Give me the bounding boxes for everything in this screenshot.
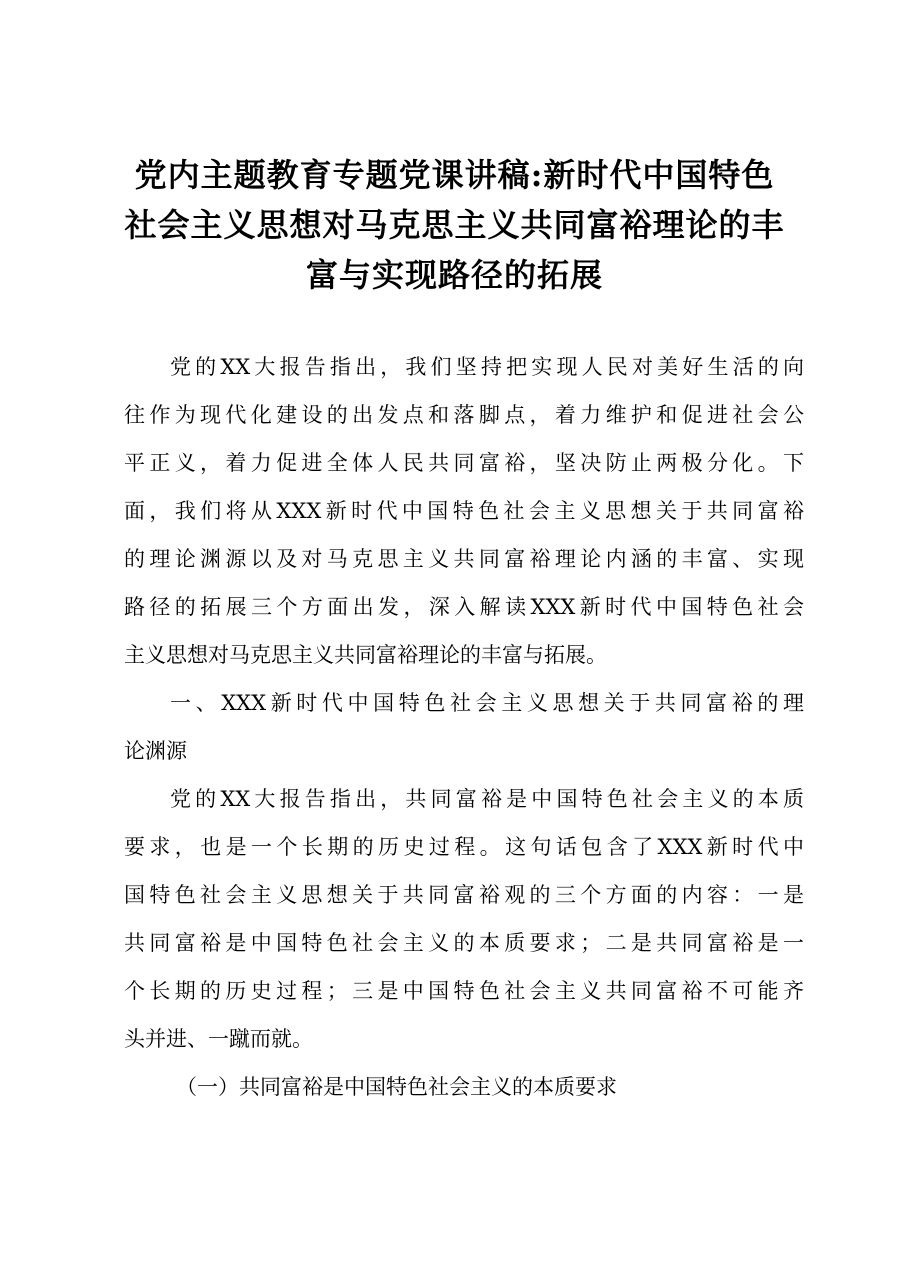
paragraph-line: 共同富裕是中国特色社会主义的本质要求；二是共同富裕是一 [124,931,804,955]
paragraph-line: 党的XX大报告指出，共同富裕是中国特色社会主义的本质 [170,787,804,811]
document-body [124,343,804,1111]
paragraph-line: 面，我们将从XXX新时代中国特色社会主义思想关于共同富裕 [124,499,804,523]
paragraph-line: 主义思想对马克思主义共同富裕理论的丰富与拓展。 [124,643,607,667]
paragraph-line: 个长期的历史过程；三是中国特色社会主义共同富裕不可能齐 [124,979,804,1003]
paragraph-line: 要求，也是一个长期的历史过程。这句话包含了XXX新时代中 [124,835,804,859]
title-line: 党内主题教育专题党课讲稿:新时代中国特色 [134,156,775,194]
paragraph-line: 平正义，着力促进全体人民共同富裕，坚决防止两极分化。下 [124,451,804,475]
paragraph-line: 党的XX大报告指出，我们坚持把实现人民对美好生活的向 [170,355,804,379]
paragraph-line: 的理论渊源以及对马克思主义共同富裕理论内涵的丰富、实现 [124,547,804,571]
section-heading-line: 一、XXX新时代中国特色社会主义思想关于共同富裕的理 [170,691,804,715]
subsection-heading: （一）共同富裕是中国特色社会主义的本质要求 [176,1075,617,1099]
document-title [100,150,809,300]
paragraph-line: 国特色社会主义思想关于共同富裕观的三个方面的内容：一是 [124,883,804,907]
paragraph-line: 头并进、一蹴而就。 [124,1027,313,1051]
title-line: 社会主义思想对马克思主义共同富裕理论的丰 [124,206,785,244]
title-line: 富与实现路径的拓展 [305,256,603,294]
paragraph-line: 往作为现代化建设的出发点和落脚点，着力维护和促进社会公 [124,403,804,427]
paragraph-line: 路径的拓展三个方面出发，深入解读XXX新时代中国特色社会 [124,595,804,619]
section-heading-line: 论渊源 [124,739,187,763]
